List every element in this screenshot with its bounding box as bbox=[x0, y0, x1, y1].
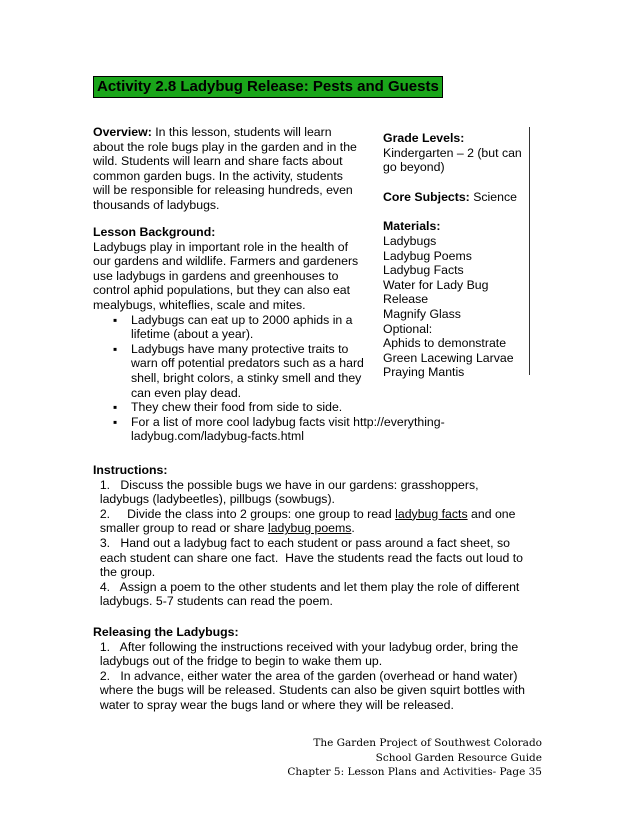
instruction-line: 4. Assign a poem to the other students and let them play the role of different bbox=[93, 579, 520, 594]
instruction-line bbox=[93, 507, 553, 522]
bullet-line: ▪ They chew their food from side to side. bbox=[131, 400, 343, 415]
instruction-line: each student can share one fact. Have the students read the facts out loud to bbox=[93, 550, 523, 565]
releasing-line: 1. After following the instructions received with your ladybug order, bring the bbox=[93, 639, 519, 654]
footer-line: Chapter 5: Lesson Plans and Activities- Page 35 bbox=[287, 766, 542, 778]
bullet-line: warn off potential predators such as a hard bbox=[131, 356, 364, 371]
instruction-line: ladybugs. 5-7 students can read the poem. bbox=[93, 594, 333, 609]
releasing-line: where the bugs will be released. Students can also be given squirt bottles with bbox=[93, 683, 526, 698]
background-line: control aphid populations, but they can also eat bbox=[93, 283, 351, 298]
instruction-line: ladybugs (ladybeetles), pillbugs (sowbugs). bbox=[93, 492, 335, 507]
background-line: use ladybugs in gardens and greenhouses to bbox=[93, 268, 339, 283]
overview-label: Overview: bbox=[93, 125, 152, 139]
background-line: Ladybugs play in important role in the health of bbox=[93, 239, 348, 254]
materials-item: Water for Lady Bug bbox=[383, 277, 489, 292]
materials-item: Ladybug Poems bbox=[383, 248, 472, 263]
ladybug-poems-link[interactable]: ladybug poems bbox=[267, 521, 352, 536]
core-subjects-value: Science bbox=[469, 189, 517, 204]
ladybug-facts-link[interactable]: ladybug facts bbox=[395, 506, 468, 521]
releasing-line: water to spray wear the bugs land or where they will be released. bbox=[93, 697, 454, 712]
instruction-text: 2. Divide the class into 2 groups: one group to read bbox=[93, 506, 396, 521]
overview-line: In this lesson, students will learn bbox=[155, 125, 332, 139]
bullet-line: lifetime (about a year). bbox=[131, 327, 254, 342]
releasing-line: 2. In advance, either water the area of the garden (overhead or hand water) bbox=[93, 668, 518, 683]
bullet-line: ▪ For a list of more cool ladybug facts visit http://everything- bbox=[131, 414, 445, 429]
releasing-label: Releasing the Ladybugs: bbox=[93, 625, 239, 639]
materials-item: Aphids to demonstrate bbox=[383, 336, 507, 351]
instruction-text: and one bbox=[467, 506, 516, 521]
instruction-text: smaller group to read or share bbox=[93, 521, 268, 536]
materials-item: Praying Mantis bbox=[383, 365, 465, 380]
fact-bullet bbox=[93, 415, 493, 444]
releasing-section bbox=[93, 625, 553, 713]
materials-item: Green Lacewing Larvae bbox=[383, 350, 514, 365]
background-line: our gardens and wildlife. Farmers and gardeners bbox=[93, 254, 359, 269]
overview-line: will be responsible for releasing hundreds, even bbox=[93, 183, 353, 198]
overview-line: common garden bugs. In the activity, students bbox=[93, 168, 343, 183]
instructions-label: Instructions: bbox=[93, 463, 168, 477]
instruction-line: 3. Hand out a ladybug fact to each student or pass around a fact sheet, so bbox=[93, 535, 510, 550]
sidebar-box bbox=[376, 127, 530, 380]
page-footer bbox=[287, 736, 542, 780]
overview-line: thousands of ladybugs. bbox=[93, 197, 220, 212]
materials-item: Magnify Glass bbox=[383, 306, 461, 321]
grade-levels-value: Kindergarten – 2 (but can bbox=[383, 145, 522, 160]
activity-title: Activity 2.8 Ladybug Release: Pests and Guests bbox=[93, 76, 443, 98]
instruction-line bbox=[93, 521, 553, 536]
instruction-line: the group. bbox=[93, 565, 156, 580]
overview-section bbox=[93, 125, 383, 213]
background-label: Lesson Background: bbox=[93, 225, 216, 239]
bullet-line: ▪ Ladybugs have many protective traits to bbox=[131, 341, 349, 356]
footer-line: School Garden Resource Guide bbox=[375, 751, 542, 764]
materials-item: Release bbox=[383, 292, 429, 307]
releasing-line: ladybugs out of the fridge to begin to wake them up. bbox=[93, 654, 383, 669]
overview-line: wild. Students will learn and share facts about bbox=[93, 154, 343, 169]
grade-levels-value: go beyond) bbox=[383, 160, 445, 175]
bullet-line: shell, bright colors, a stinky smell and they bbox=[131, 370, 362, 385]
instruction-text: . bbox=[351, 521, 355, 536]
bullet-line: ▪ Ladybugs can eat up to 2000 aphids in a bbox=[131, 312, 353, 327]
materials-item: Optional: bbox=[383, 321, 433, 336]
instruction-line: 1. Discuss the possible bugs we have in our gardens: grasshoppers, bbox=[93, 477, 479, 492]
materials-label: Materials: bbox=[383, 219, 441, 234]
materials-item: Ladybugs bbox=[383, 233, 437, 248]
fact-bullet bbox=[93, 400, 493, 415]
background-line: mealybugs, whiteflies, scale and mites. bbox=[93, 297, 306, 312]
instructions-section bbox=[93, 463, 553, 609]
bullet-line: can even play dead. bbox=[131, 385, 242, 400]
bullet-line: ladybug.com/ladybug-facts.html bbox=[131, 429, 304, 444]
materials-item: Ladybug Facts bbox=[383, 263, 464, 278]
core-subjects-label: Core Subjects: bbox=[383, 189, 470, 204]
overview-line: about the role bugs play in the garden and in the bbox=[93, 139, 357, 154]
footer-line: The Garden Project of Southwest Colorado bbox=[313, 737, 542, 749]
grade-levels-label: Grade Levels: bbox=[383, 131, 465, 145]
